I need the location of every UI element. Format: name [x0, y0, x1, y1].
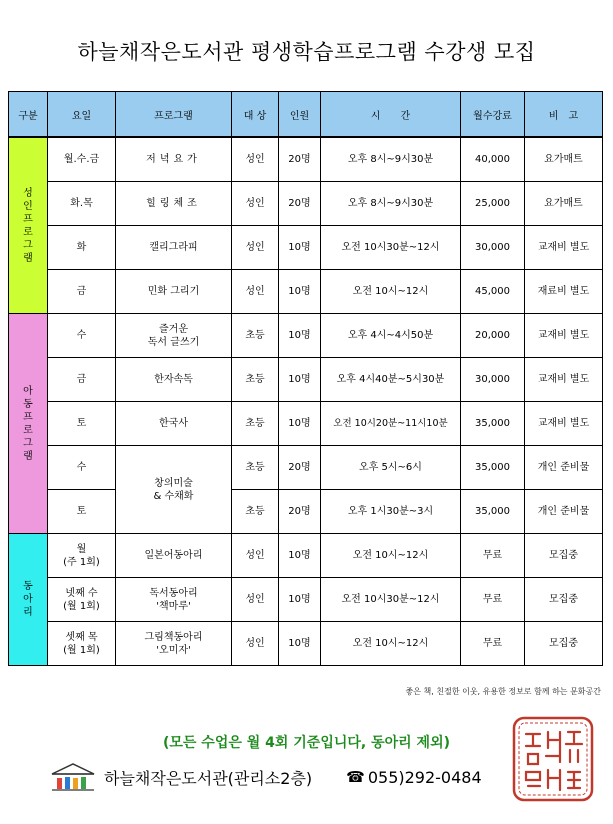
count-cell: 20명	[279, 446, 321, 490]
time-cell: 오전 10시~12시	[321, 622, 461, 666]
table-row	[9, 270, 603, 314]
target-cell: 초등	[232, 314, 279, 358]
fee-cell: 45,000	[461, 270, 525, 314]
note-cell: 모집중	[525, 534, 603, 578]
fee-cell: 무료	[461, 578, 525, 622]
table-row	[9, 446, 603, 490]
fee-cell: 30,000	[461, 358, 525, 402]
table-row	[9, 137, 603, 182]
fee-cell: 35,000	[461, 490, 525, 534]
program-cell: 독서동아리 '책마루'	[116, 578, 232, 622]
table-row	[9, 622, 603, 666]
column-header: 시 간	[321, 92, 461, 138]
count-cell: 20명	[279, 490, 321, 534]
target-cell: 초등	[232, 490, 279, 534]
note-cell: 교재비 별도	[525, 402, 603, 446]
time-cell: 오후 8시~9시30분	[321, 182, 461, 226]
time-cell: 오후 4시~4시50분	[321, 314, 461, 358]
phone-number: 055)292-0484	[367, 767, 482, 787]
program-cell: 일본어동아리	[116, 534, 232, 578]
fee-cell: 무료	[461, 534, 525, 578]
program-cell: 캘리그라피	[116, 226, 232, 270]
day-cell: 넷째 수 (월 1회)	[48, 578, 116, 622]
count-cell: 10명	[279, 402, 321, 446]
table-header-row	[9, 92, 603, 138]
program-cell: 한국사	[116, 402, 232, 446]
count-cell: 10명	[279, 270, 321, 314]
program-cell: 그림책동아리 '오미자'	[116, 622, 232, 666]
day-cell: 토	[48, 490, 116, 534]
page-title: 하늘채작은도서관 평생학습프로그램 수강생 모집	[77, 40, 536, 64]
slogan: 좋은 책, 친절한 이웃, 유용한 정보로 함께 하는 문화공간	[405, 687, 601, 696]
target-cell: 성인	[232, 578, 279, 622]
count-cell: 10명	[279, 226, 321, 270]
day-cell: 셋째 목 (월 1회)	[48, 622, 116, 666]
target-cell: 성인	[232, 622, 279, 666]
program-cell: 즐거운 독서 글쓰기	[116, 314, 232, 358]
target-cell: 성인	[232, 534, 279, 578]
program-cell: 창의미술 & 수채화	[116, 446, 232, 534]
note-cell: 모집중	[525, 578, 603, 622]
column-header: 인원	[279, 92, 321, 138]
count-cell: 10명	[279, 534, 321, 578]
column-header: 프로그램	[116, 92, 232, 138]
target-cell: 성인	[232, 226, 279, 270]
time-cell: 오전 10시30분~12시	[321, 578, 461, 622]
target-cell: 초등	[232, 402, 279, 446]
target-cell: 초등	[232, 446, 279, 490]
note-cell: 개인 준비물	[525, 490, 603, 534]
library-logo-icon	[48, 762, 98, 792]
day-cell: 화.목	[48, 182, 116, 226]
time-cell: 오후 8시~9시30분	[321, 137, 461, 182]
schedule-table	[8, 91, 603, 666]
target-cell: 성인	[232, 270, 279, 314]
table-row	[9, 226, 603, 270]
day-cell: 화	[48, 226, 116, 270]
phone-icon: ☎	[346, 768, 365, 786]
time-cell: 오전 10시~12시	[321, 534, 461, 578]
column-header: 구분	[9, 92, 48, 138]
table-row	[9, 578, 603, 622]
fee-cell: 25,000	[461, 182, 525, 226]
program-cell: 힐링체조	[116, 182, 232, 226]
day-cell: 수	[48, 314, 116, 358]
column-header: 월수강료	[461, 92, 525, 138]
note-cell: 교재비 별도	[525, 358, 603, 402]
day-cell: 수	[48, 446, 116, 490]
footer-library-name: 하늘채작은도서관(관리소2층)	[104, 768, 313, 788]
footer-phone	[346, 768, 482, 787]
table-row	[9, 314, 603, 358]
column-header: 요일	[48, 92, 116, 138]
day-cell: 금	[48, 270, 116, 314]
day-cell: 토	[48, 402, 116, 446]
day-cell: 월 (주 1회)	[48, 534, 116, 578]
count-cell: 20명	[279, 137, 321, 182]
table-row	[9, 534, 603, 578]
fee-cell: 40,000	[461, 137, 525, 182]
column-header: 대 상	[232, 92, 279, 138]
count-cell: 10명	[279, 622, 321, 666]
time-cell: 오후 5시~6시	[321, 446, 461, 490]
fee-cell: 20,000	[461, 314, 525, 358]
table-row	[9, 402, 603, 446]
note-cell: 개인 준비물	[525, 446, 603, 490]
program-cell: 한자속독	[116, 358, 232, 402]
group-label-child: 아 동 프 로 그 램	[9, 314, 48, 534]
fee-cell: 35,000	[461, 446, 525, 490]
footer	[48, 762, 482, 792]
day-cell: 월.수.금	[48, 137, 116, 182]
note-cell: 교재비 별도	[525, 226, 603, 270]
group-label-club: 동 아 리	[9, 534, 48, 666]
column-header: 비 고	[525, 92, 603, 138]
target-cell: 성인	[232, 182, 279, 226]
time-cell: 오전 10시~12시	[321, 270, 461, 314]
note-cell: 재료비 별도	[525, 270, 603, 314]
time-cell: 오후 4시40분~5시30분	[321, 358, 461, 402]
fee-cell: 무료	[461, 622, 525, 666]
fee-cell: 35,000	[461, 402, 525, 446]
table-row	[9, 182, 603, 226]
fee-cell: 30,000	[461, 226, 525, 270]
notice-text: (모든 수업은 월 4회 기준입니다, 동아리 제외)	[162, 735, 450, 751]
count-cell: 10명	[279, 358, 321, 402]
day-cell: 금	[48, 358, 116, 402]
program-cell: 저녁요가	[116, 137, 232, 182]
library-seal-icon	[510, 714, 596, 804]
group-label-adult: 성 인 프 로 그 램	[9, 137, 48, 314]
time-cell: 오후 1시30분~3시	[321, 490, 461, 534]
target-cell: 초등	[232, 358, 279, 402]
note-cell: 모집중	[525, 622, 603, 666]
count-cell: 20명	[279, 182, 321, 226]
target-cell: 성인	[232, 137, 279, 182]
table-row	[9, 358, 603, 402]
count-cell: 10명	[279, 578, 321, 622]
time-cell: 오전 10시30분~12시	[321, 226, 461, 270]
note-cell: 요가매트	[525, 137, 603, 182]
note-cell: 교재비 별도	[525, 314, 603, 358]
program-cell: 민화 그리기	[116, 270, 232, 314]
note-cell: 요가매트	[525, 182, 603, 226]
count-cell: 10명	[279, 314, 321, 358]
table-row	[9, 490, 603, 534]
time-cell: 오전 10시20분~11시10분	[321, 402, 461, 446]
